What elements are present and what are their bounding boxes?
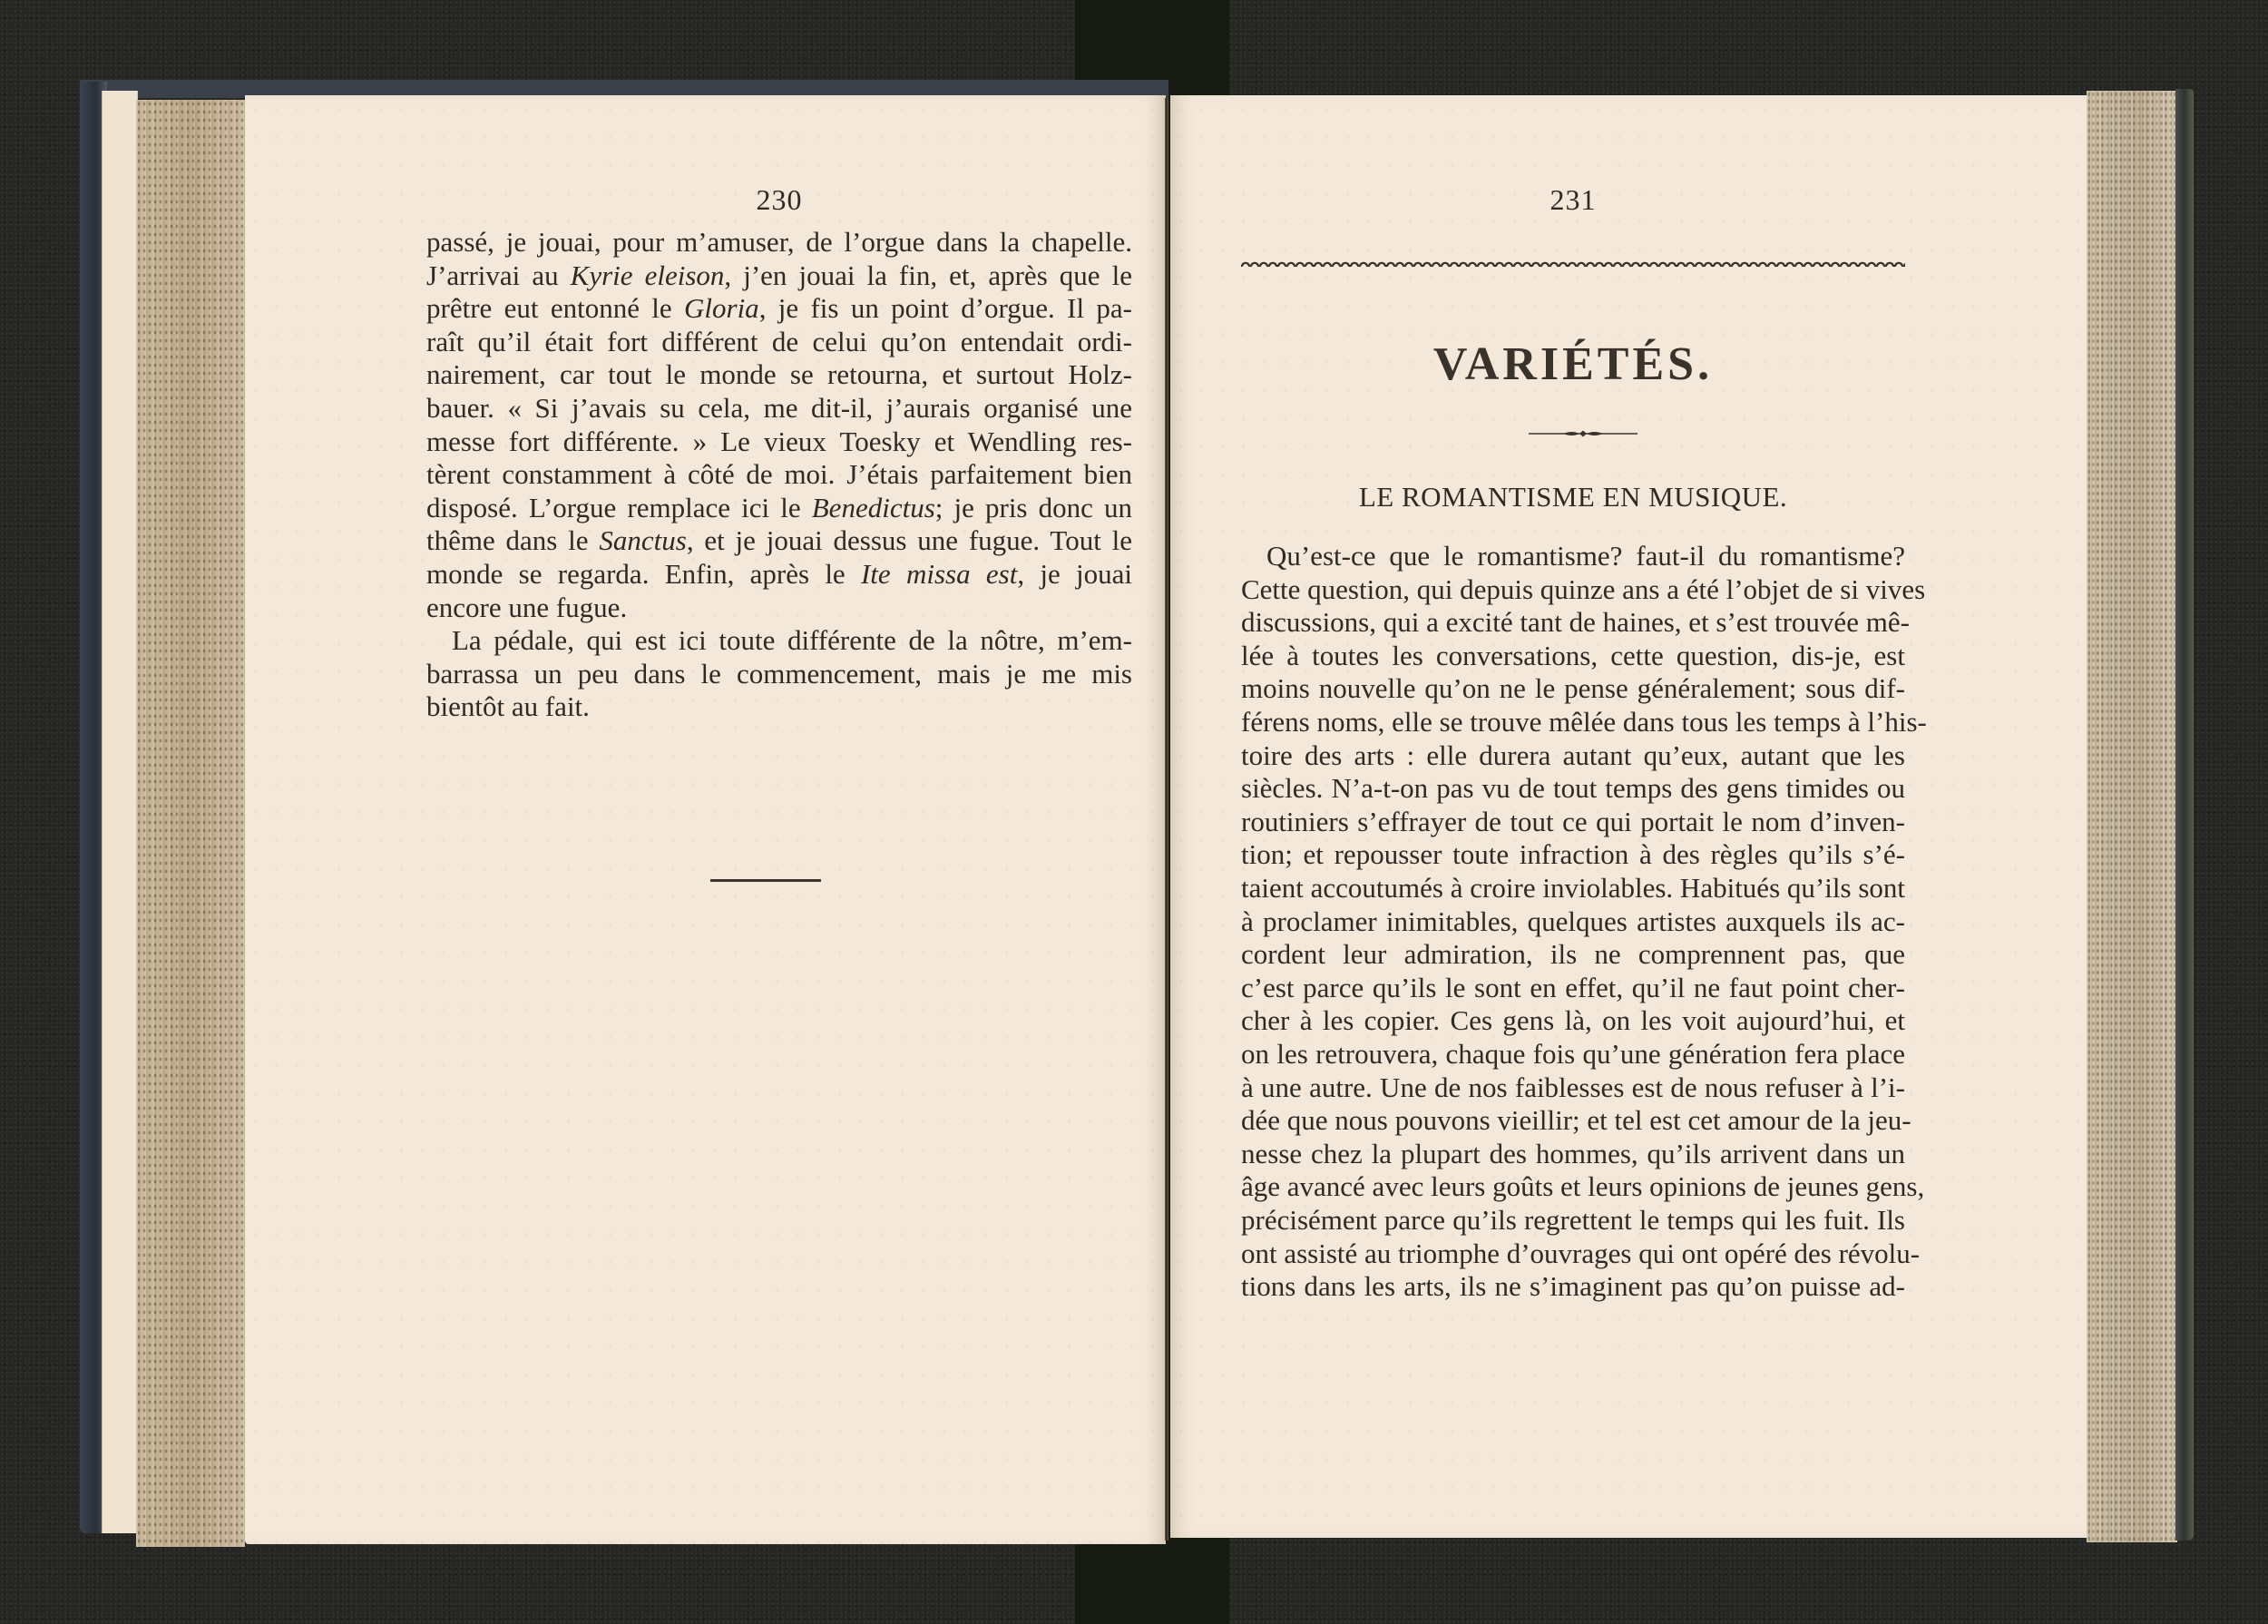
text-run: moins nouvelle qu’on ne le pense généralement; sous dif- [1241,672,1905,705]
gutter-fold [1165,98,1168,1541]
text-line [426,491,1132,524]
text-run: dée que nous pouvons vieillir; et tel est cet amour de la jeu- [1241,1104,1911,1137]
text-line [1241,937,1905,971]
italic-term: Gloria [684,292,759,325]
text-line [426,591,1132,624]
text-line [1241,1037,1905,1071]
left-page-edges [136,100,245,1547]
text-line [1241,871,1905,905]
text-run: tion; et repousser toute infraction à des règles qu’ils s’é- [1241,838,1905,871]
text-line [426,523,1132,557]
text-run: on les retrouvera, chaque fois qu’une génération fera place [1241,1038,1905,1070]
text-run: discussions, qui a excité tant de haines, et s’est trouvée mê- [1241,606,1910,639]
text-run: taient accoutumés à croire inviolables. Habitués qu’ils sont [1241,872,1905,904]
text-run: Cette question, qui depuis quinze ans a été l’objet de si vives [1241,572,1926,605]
text-line [1241,605,1910,639]
text-run: Qu’est-ce que le romantisme? faut-il du romantisme? [1266,540,1905,572]
left-endpaper [102,91,138,1533]
text-line [1241,1269,1905,1303]
text-line [1241,837,1905,871]
text-run: , et je jouai dessus une fugue. Tout le [686,524,1132,557]
text-line [1241,771,1905,805]
text-line [426,259,1132,292]
text-line [1241,572,1926,606]
article-title: LE ROMANTISME EN MUSIQUE. [1358,481,1788,513]
ornament-divider [1529,428,1637,439]
text-run: passé, je jouai, pour m’amuser, de l’orgue dans la chapelle. [426,226,1132,258]
italic-term: Kyrie eleison [570,259,725,291]
text-run: tèrent constamment à côté de moi. J’étais parfaitement bien [426,458,1132,491]
left-page-number: 230 [756,183,803,216]
text-run: encore une fugue. [426,591,628,623]
text-run: , j’en jouai la fin, et, après que le [724,259,1132,291]
text-line [1241,905,1905,938]
text-line [426,425,1132,458]
text-line [1241,1003,1905,1037]
text-line [1241,1237,1921,1270]
text-line [1241,805,1905,838]
text-run: à une autre. Une de nos faiblesses est de nous refuser à l’i- [1241,1071,1905,1103]
text-run: âge avancé avec leurs goûts et leurs opinions de jeunes gens, [1241,1170,1925,1203]
text-line [426,291,1132,325]
text-run: monde se regarda. Enfin, après le [426,558,861,590]
text-run: raît qu’il était fort différent de celui qu’on entendait ordi- [426,325,1132,357]
text-line [1241,639,1905,672]
text-line [426,357,1132,391]
text-run: ; je pris donc un [934,491,1132,523]
text-run: barrassa un peu dans le commencement, mais je me mis [426,657,1132,690]
text-line [426,657,1132,690]
text-line [426,225,1132,259]
text-line [1241,1137,1905,1170]
text-run: cher à les copier. Ces gens là, on les voit aujourd’hui, et [1241,1004,1905,1037]
text-run: , je fis un point d’orgue. Il pa- [758,292,1132,325]
text-run: routiniers s’effrayer de tout ce qui portait le nom d’inven- [1241,805,1905,837]
text-run: bauer. « Si j’avais su cela, me dit-il, j’aurais organisé une [426,392,1132,424]
text-run: disposé. L’orgue remplace ici le [426,491,812,523]
text-run: bientôt au fait. [426,690,590,723]
text-run: nesse chez la plupart des hommes, qu’ils arrivent dans un [1241,1137,1905,1169]
text-line [1241,1169,1925,1203]
wavy-header-rule [1241,257,1905,269]
text-run: La pédale, qui est ici toute différente de la nôtre, m’em- [452,624,1132,657]
text-run: toire des arts : elle durera autant qu’eux, autant que les [1241,739,1905,771]
right-page-edges [2087,91,2177,1542]
text-line [1241,1103,1911,1137]
text-line [1241,1203,1905,1237]
text-run: J’arrivai au [426,259,571,291]
text-line [1241,705,1927,739]
text-line [1241,971,1905,1004]
text-run: c’est parce qu’ils le sont en effet, qu’il ne faut point cher- [1241,971,1905,1003]
text-run: lée à toutes les conversations, cette question, dis-je, est [1241,639,1905,671]
right-cover-board [2175,89,2194,1541]
text-line [1241,671,1905,705]
text-run: tions dans les arts, ils ne s’imaginent pas qu’on puisse ad- [1241,1270,1905,1303]
section-end-rule [710,879,821,882]
italic-term: Ite missa est [860,558,1018,590]
text-run: messe fort différente. » Le vieux Toesky et Wendling res- [426,425,1132,457]
text-run: cordent leur admiration, ils ne comprennent pas, que [1241,938,1905,971]
text-run: précisément parce qu’ils regrettent le temps qui les fuit. Ils [1241,1204,1905,1236]
text-line [426,690,1132,723]
text-line [426,557,1132,591]
text-run: siècles. N’a-t-on pas vu de tout temps des gens timides ou [1241,772,1905,805]
italic-term: Benedictus [811,491,935,523]
text-line [1241,539,1905,572]
text-run: thême dans le [426,524,600,557]
text-line [426,391,1132,425]
text-line [1241,739,1905,772]
text-line [1241,1071,1905,1104]
text-line [426,457,1132,491]
section-title: VARIÉTÉS. [1432,338,1714,390]
text-run: prêtre eut entonné le [426,292,684,325]
text-run: férens noms, elle se trouve mêlée dans tous les temps à l’his- [1241,706,1927,738]
text-run: à proclamer inimitables, quelques artistes auxquels ils ac- [1241,905,1905,937]
text-line [426,325,1132,358]
text-line [426,623,1132,657]
right-page-number: 231 [1549,183,1597,216]
text-run: , je jouai [1017,558,1132,590]
text-run: ont assisté au triomphe d’ouvrages qui ont opéré des révolu- [1241,1237,1921,1269]
italic-term: Sanctus [599,524,687,557]
text-run: nairement, car tout le monde se retourna, et surtout Holz- [426,358,1132,391]
